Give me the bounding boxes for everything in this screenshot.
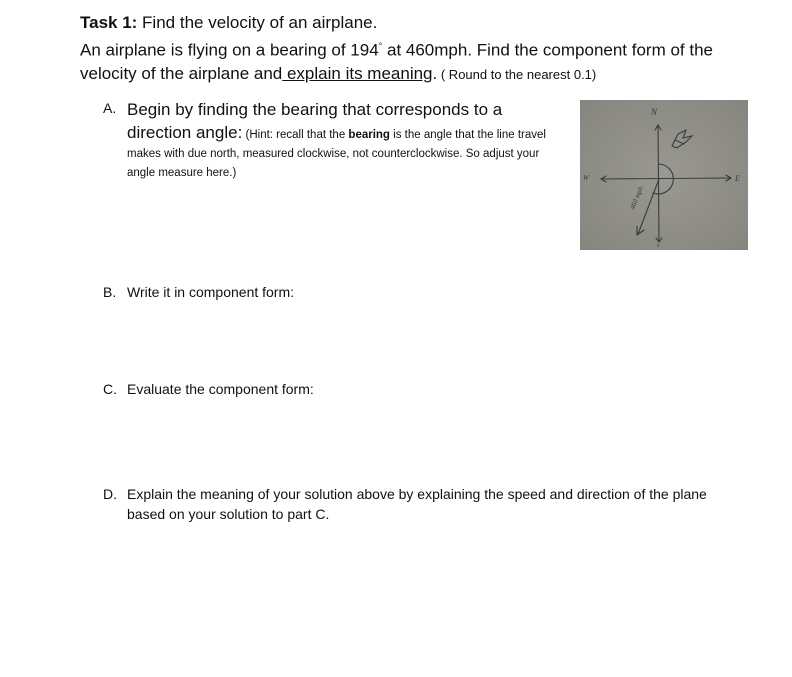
intro-underlined: explain its meaning bbox=[282, 63, 433, 83]
task-title-text: Find the velocity of an airplane. bbox=[137, 13, 378, 32]
round-note: ( Round to the nearest 0.1) bbox=[437, 66, 597, 82]
item-d-text: Explain the meaning of your solution above by explaining the speed and direction of the plane based on your solution to part C. bbox=[127, 486, 707, 522]
task-heading: Task 1: bbox=[80, 13, 138, 32]
item-c-text: Evaluate the component form: bbox=[127, 381, 314, 397]
intro-text-2: at 460mph. Find the component form of the velocity of the airplane and bbox=[80, 40, 714, 83]
item-b-text: Write it in component form: bbox=[127, 284, 295, 300]
item-a-hint-bold: bearing bbox=[348, 129, 390, 141]
item-a-text: Begin by finding the bearing that corresponds to a direction angle: bbox=[127, 100, 503, 142]
item-a-hint-prefix: (Hint: recall that the bbox=[242, 129, 349, 141]
bearing-sketch-photo bbox=[580, 100, 748, 250]
intro-text: An airplane is flying on a bearing of 194 bbox=[80, 40, 379, 60]
speed-label: 460 mph bbox=[628, 185, 645, 211]
task-intro bbox=[80, 35, 720, 86]
item-b-letter: B. bbox=[103, 284, 117, 300]
item-a-hint-suffix: is the angle that the line travel makes with due north, measured clockwise, not counterclockwise. So adjust your angle measure here.) bbox=[127, 129, 546, 179]
south-label: s bbox=[657, 243, 660, 249]
intro-period: . bbox=[432, 63, 438, 83]
item-d-letter: D. bbox=[103, 486, 117, 502]
west-label: W bbox=[583, 174, 589, 182]
item-c-letter: C. bbox=[103, 381, 117, 397]
degree-symbol: ° bbox=[378, 41, 383, 51]
east-label: E bbox=[735, 174, 740, 183]
bearing-sketch bbox=[580, 100, 748, 250]
north-label: N bbox=[651, 107, 658, 117]
item-a-letter: A. bbox=[103, 100, 117, 116]
task-title bbox=[80, 12, 377, 33]
